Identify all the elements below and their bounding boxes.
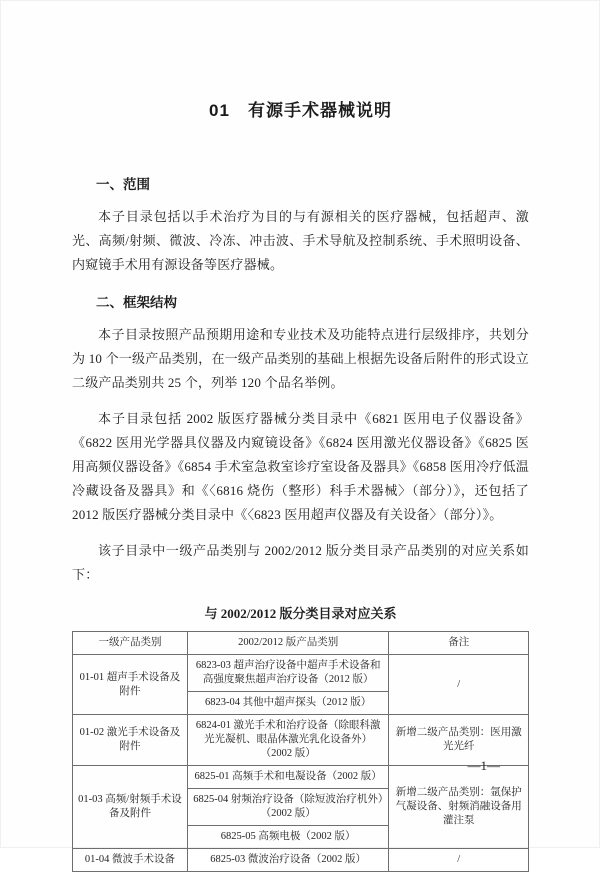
mapping-table [72, 631, 529, 872]
category-cell: 01-01 超声手术设备及附件 [73, 655, 188, 715]
item-cell: 6824-01 激光手术和治疗设备（除眼科激光光凝机、眼晶体激光乳化设备外）（2002 版） [187, 715, 389, 766]
remark-cell: / [389, 849, 529, 872]
framework-paragraph-1: 本子目录按照产品预期用途和专业技术及功能特点进行层级排序，共划分为 10 个一级产品类别，在一级产品类别的基础上根据先设备后附件的形式设立二级产品类别共 25 个，列举 120 个品名举例。 [72, 327, 529, 390]
remark-cell: 新增二级产品类别：氩保护气凝设备、射频消融设备用灌注泵 [389, 766, 529, 849]
table-caption: 与 2002/2012 版分类目录对应关系 [204, 606, 397, 621]
remark-cell: 新增二级产品类别：医用激光光纤 [389, 715, 529, 766]
item-cell: 6825-05 高频电极（2002 版） [187, 826, 389, 849]
table-row [73, 766, 529, 789]
remark-cell: / [389, 655, 529, 715]
page-title: 01 有源手术器械说明 [209, 101, 392, 120]
item-cell: 6825-03 微波治疗设备（2002 版） [187, 849, 389, 872]
header-category: 一级产品类别 [73, 632, 188, 655]
page-number: —1— [467, 758, 500, 773]
table-row [73, 655, 529, 692]
table-row [73, 849, 529, 872]
scope-paragraph: 本子目录包括以手术治疗为目的与有源相关的医疗器械，包括超声、激光、高频/射频、微波、冷冻、冲击波、手术导航及控制系统、手术照明设备、内窥镜手术用有源设备等医疗器械。 [72, 209, 529, 272]
item-cell: 6825-01 高频手术和电凝设备（2002 版） [187, 766, 389, 789]
item-cell: 6825-04 射频治疗设备（除短波治疗机外）（2002 版） [187, 789, 389, 826]
table-header-row [73, 632, 529, 655]
table-row [73, 715, 529, 766]
header-old-category: 2002/2012 版产品类别 [187, 632, 389, 655]
category-cell: 01-04 微波手术设备 [73, 849, 188, 872]
category-cell: 01-03 高频/射频手术设备及附件 [73, 766, 188, 849]
section-heading-scope: 一、范围 [96, 177, 150, 192]
framework-paragraph-2: 本子目录包括 2002 版医疗器械分类目录中《6821 医用电子仪器设备》《6822 医用光学器具仪器及内窥镜设备》《6824 医用激光仪器设备》《6825 医用高频仪器设备》《6854 手术室急救室诊疗室设备及器具》《6858 医用冷疗低温冷藏设备及器具》和《〈6816 烧伤（整形）科手术器械〉（部分）》，还包括了 2012 版医疗器械分类目录中《〈6823 医用超声仪器及有关设备〉（部分）》。 [72, 411, 529, 522]
framework-paragraph-3: 该子目录中一级产品类别与 2002/2012 版分类目录产品类别的对应关系如下： [72, 543, 529, 582]
category-cell: 01-02 激光手术设备及附件 [73, 715, 188, 766]
header-remark: 备注 [389, 632, 529, 655]
item-cell: 6823-04 其他中超声探头（2012 版） [187, 692, 389, 715]
section-heading-framework: 二、框架结构 [96, 295, 177, 310]
item-cell: 6823-03 超声治疗设备中超声手术设备和高强度聚焦超声治疗设备（2012 版） [187, 655, 389, 692]
